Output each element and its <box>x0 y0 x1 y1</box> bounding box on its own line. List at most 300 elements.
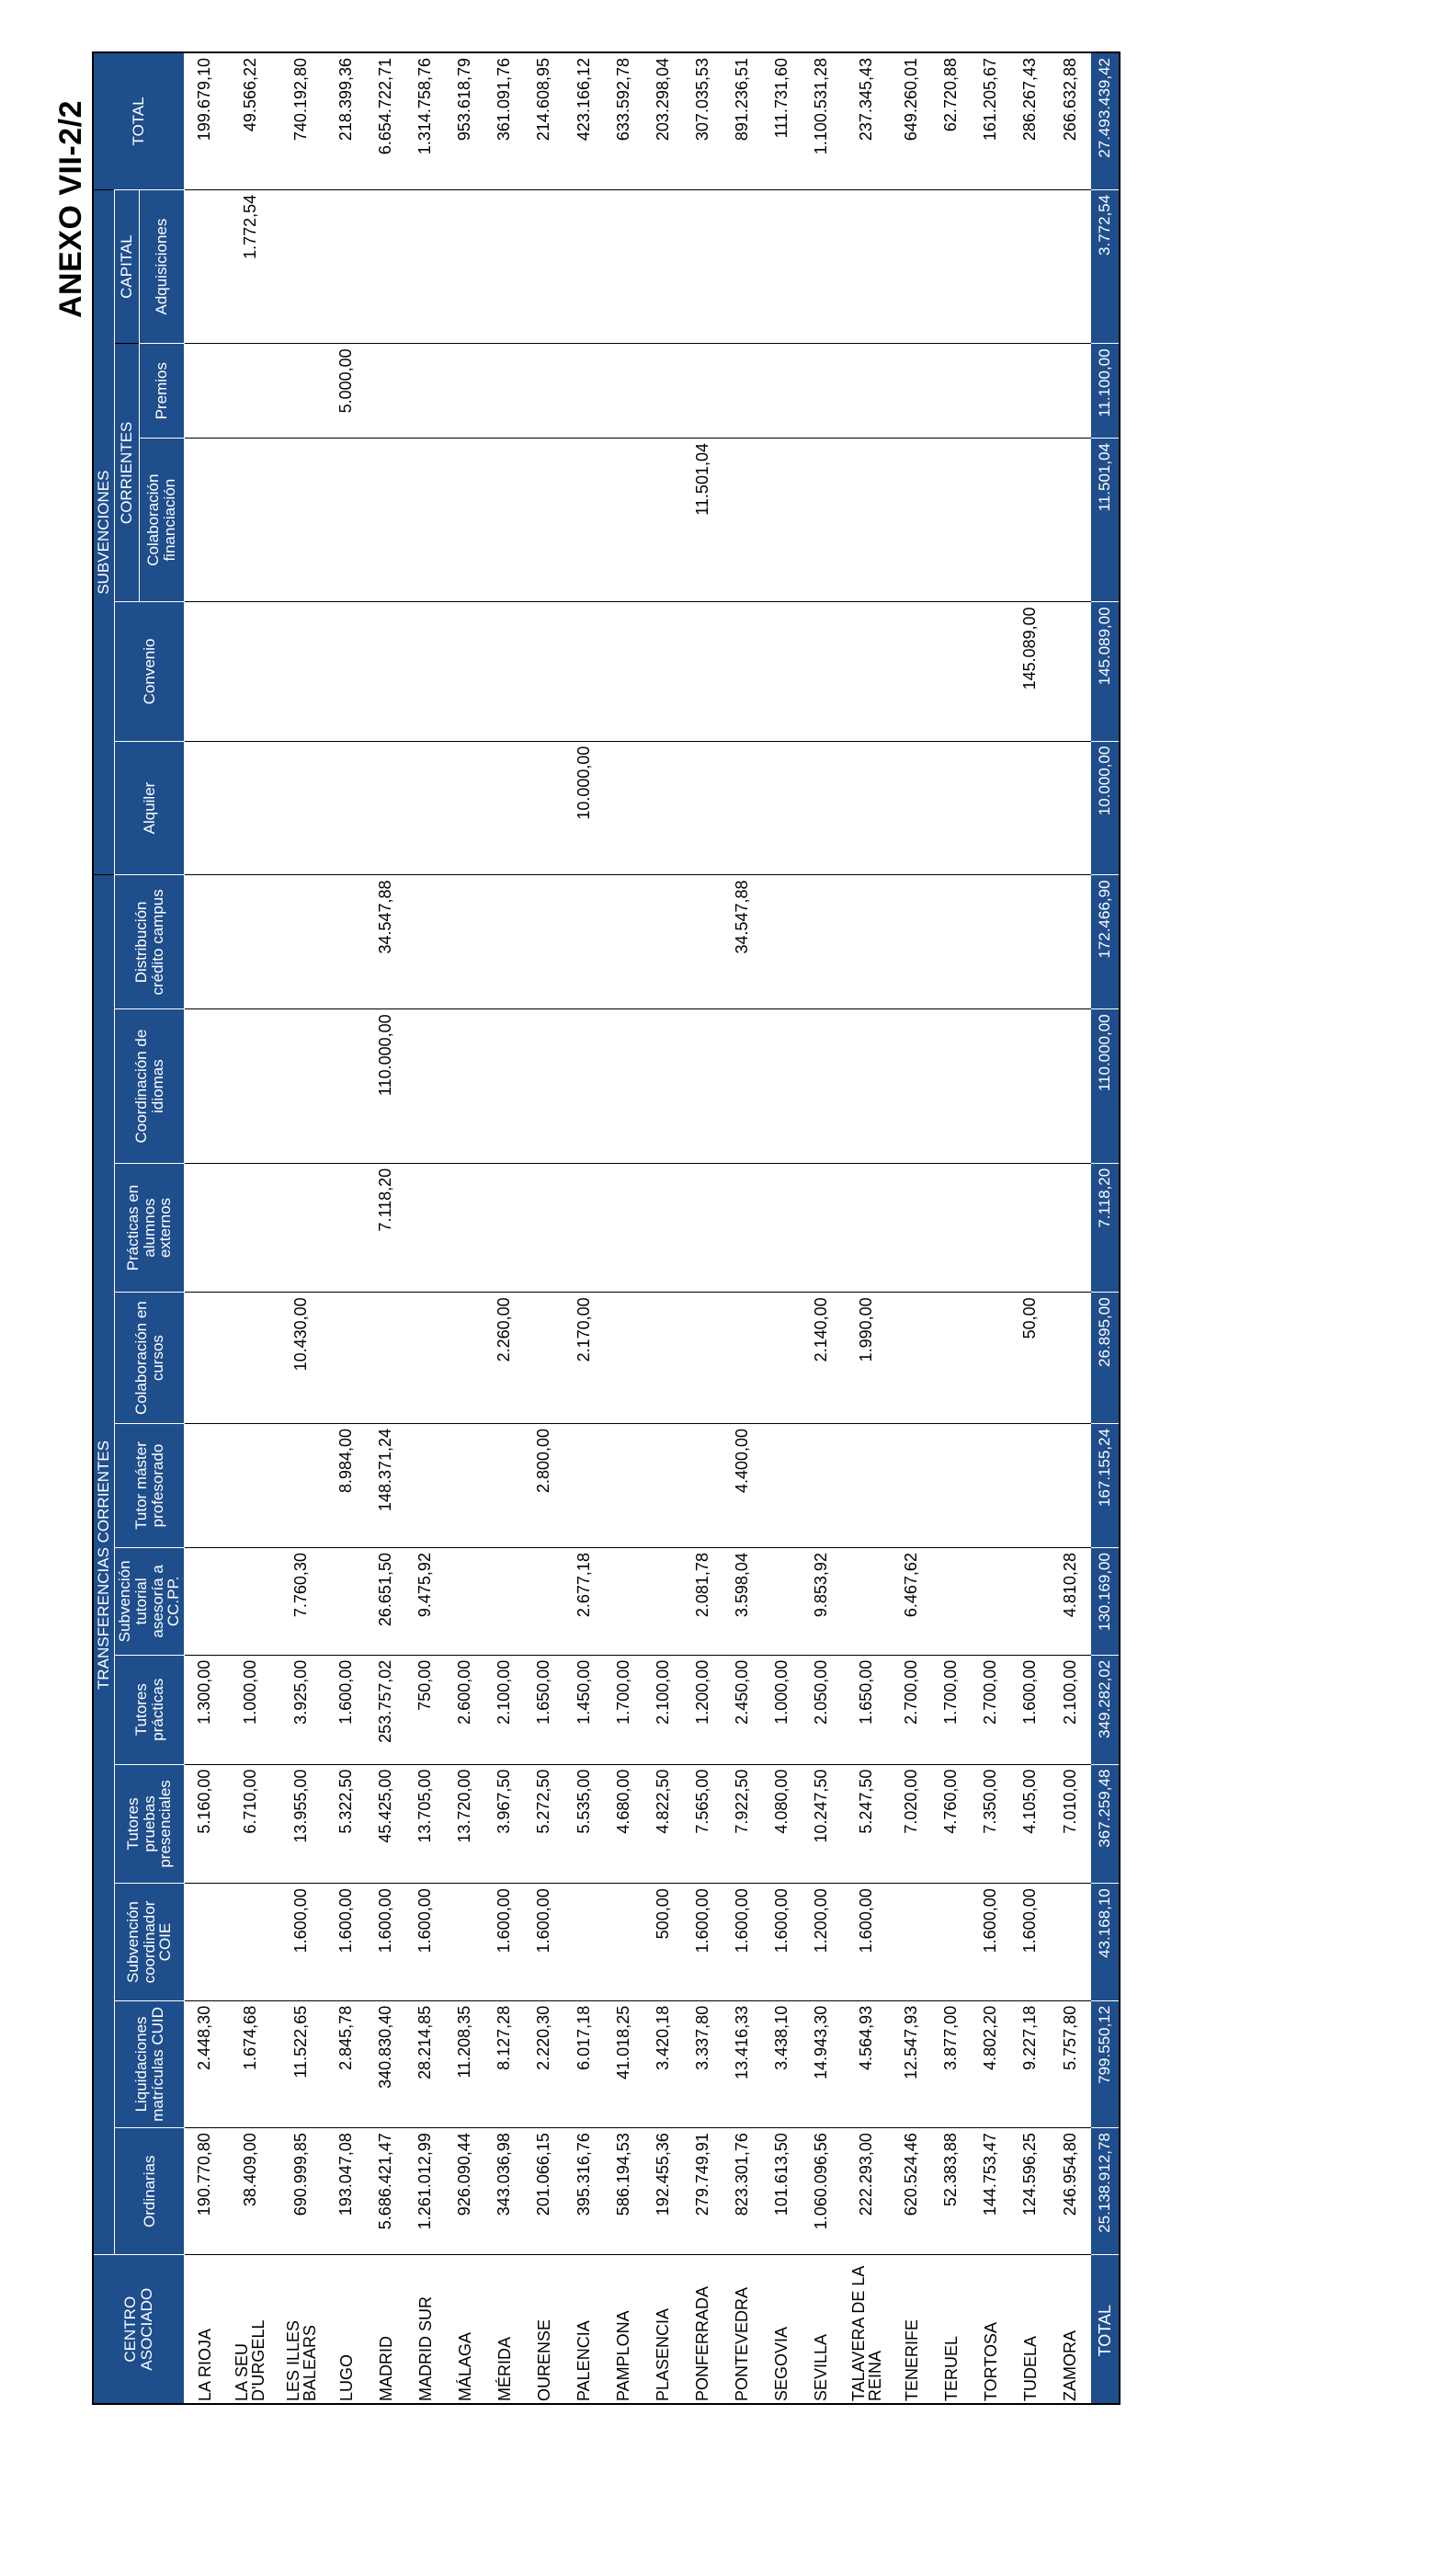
cell-value <box>484 1163 524 1292</box>
cell-value: 7.922,50 <box>722 1764 762 1884</box>
cell-value <box>564 344 604 439</box>
header-liquidaciones: Liquidaciones matrículas CUID <box>114 2000 184 2127</box>
cell-value <box>892 602 931 741</box>
cell-value <box>1050 875 1090 1009</box>
centro-name: TENERIFE <box>892 2255 931 2404</box>
cell-value <box>326 602 366 741</box>
cell-value: 2.081,78 <box>683 1548 722 1656</box>
cell-value: 2.800,00 <box>524 1423 563 1547</box>
cell-value: 13.416,33 <box>722 2000 762 2127</box>
table-body <box>185 52 1091 2404</box>
cell-value <box>841 1163 892 1292</box>
cell-value <box>971 875 1010 1009</box>
header-transferencias: TRANSFERENCIAS CORRIENTES <box>93 875 114 2255</box>
cell-value: 50,00 <box>1010 1293 1050 1424</box>
total-cell: 349.282,02 <box>1090 1655 1120 1764</box>
cell-value <box>326 1163 366 1292</box>
cell-value: 3.598,04 <box>722 1548 762 1656</box>
row-total: 49.566,22 <box>225 52 276 189</box>
table-row <box>1050 52 1090 2404</box>
cell-value <box>841 1009 892 1164</box>
cell-value <box>643 875 683 1009</box>
cell-value <box>1050 741 1090 875</box>
table-row <box>683 52 722 2404</box>
cell-value <box>643 1423 683 1547</box>
cell-value <box>185 439 225 602</box>
cell-value <box>722 439 762 602</box>
table-row <box>445 52 484 2404</box>
cell-value: 9.853,92 <box>802 1548 841 1656</box>
cell-value: 4.080,00 <box>762 1764 802 1884</box>
cell-value: 1.600,00 <box>276 1884 326 2001</box>
cell-value: 6.467,62 <box>892 1548 931 1656</box>
header-premios: Premios <box>140 344 185 439</box>
centro-name: TORTOSA <box>971 2255 1010 2404</box>
table-row <box>604 52 643 2404</box>
header-practicas: Tutores prácticas <box>114 1655 184 1764</box>
cell-value: 2.677,18 <box>564 1548 604 1656</box>
header-corrientes: CORRIENTES <box>114 344 139 602</box>
cell-value <box>643 1163 683 1292</box>
centro-name: PALENCIA <box>564 2255 604 2404</box>
cell-value: 750,00 <box>405 1655 445 1764</box>
cell-value <box>892 1163 931 1292</box>
cell-value <box>405 1423 445 1547</box>
total-cell: 11.501,04 <box>1090 439 1120 602</box>
cell-value <box>225 741 276 875</box>
cell-value <box>604 875 643 1009</box>
cell-value: 1.300,00 <box>185 1655 225 1764</box>
cell-value <box>841 344 892 439</box>
cell-value: 5.247,50 <box>841 1764 892 1884</box>
row-total: 286.267,43 <box>1010 52 1050 189</box>
cell-value: 26.651,50 <box>366 1548 405 1656</box>
cell-value: 7.760,30 <box>276 1548 326 1656</box>
cell-value <box>762 875 802 1009</box>
cell-value <box>643 189 683 344</box>
row-total: 237.345,43 <box>841 52 892 189</box>
cell-value <box>762 602 802 741</box>
table-row <box>722 52 762 2404</box>
total-cell: 145.089,00 <box>1090 602 1120 741</box>
cell-value <box>445 1548 484 1656</box>
cell-value <box>841 439 892 602</box>
cell-value <box>1010 1163 1050 1292</box>
cell-value <box>931 1423 971 1547</box>
cell-value: 1.600,00 <box>366 1884 405 2001</box>
header-alquiler: Alquiler <box>114 741 184 875</box>
header-row-1 <box>93 52 114 2404</box>
centro-name: PONTEVEDRA <box>722 2255 762 2404</box>
cell-value <box>405 741 445 875</box>
centro-name: MADRID <box>366 2255 405 2404</box>
cell-value <box>445 344 484 439</box>
cell-value: 500,00 <box>643 1884 683 2001</box>
centro-name: LA SEU D'URGELL <box>225 2255 276 2404</box>
cell-value <box>225 1163 276 1292</box>
cell-value: 5.322,50 <box>326 1764 366 1884</box>
table-row <box>366 52 405 2404</box>
cell-value: 7.350,00 <box>971 1764 1010 1884</box>
cell-value: 222.293,00 <box>841 2128 892 2255</box>
cell-value: 190.770,80 <box>185 2128 225 2255</box>
cell-value: 7.118,20 <box>366 1163 405 1292</box>
cell-value <box>604 1423 643 1547</box>
cell-value <box>276 189 326 344</box>
cell-value <box>185 344 225 439</box>
header-capital: CAPITAL <box>114 189 139 344</box>
cell-value <box>1050 1009 1090 1164</box>
table-row <box>841 52 892 2404</box>
cell-value <box>1050 344 1090 439</box>
cell-value: 690.999,85 <box>276 2128 326 2255</box>
cell-value: 2.170,00 <box>564 1293 604 1424</box>
row-total: 953.618,79 <box>445 52 484 189</box>
cell-value <box>564 1009 604 1164</box>
cell-value <box>762 1293 802 1424</box>
total-cell: 130.169,00 <box>1090 1548 1120 1656</box>
cell-value: 14.943,30 <box>802 2000 841 2127</box>
table-row <box>802 52 841 2404</box>
cell-value <box>643 1009 683 1164</box>
cell-value <box>366 1293 405 1424</box>
cell-value <box>802 875 841 1009</box>
cell-value: 148.371,24 <box>366 1423 405 1547</box>
cell-value <box>722 1293 762 1424</box>
cell-value: 1.600,00 <box>683 1884 722 2001</box>
cell-value <box>276 344 326 439</box>
cell-value <box>1050 1884 1090 2001</box>
cell-value: 11.522,65 <box>276 2000 326 2127</box>
cell-value: 1.700,00 <box>931 1655 971 1764</box>
cell-value <box>1050 602 1090 741</box>
cell-value: 2.450,00 <box>722 1655 762 1764</box>
cell-value <box>604 602 643 741</box>
cell-value <box>185 875 225 1009</box>
cell-value: 110.000,00 <box>366 1009 405 1164</box>
cell-value <box>931 439 971 602</box>
cell-value: 5.535,00 <box>564 1764 604 1884</box>
row-total: 266.632,88 <box>1050 52 1090 189</box>
cell-value: 52.383,88 <box>931 2128 971 2255</box>
cell-value: 3.967,50 <box>484 1764 524 1884</box>
cell-value: 1.700,00 <box>604 1655 643 1764</box>
cell-value <box>1010 1423 1050 1547</box>
cell-value <box>1010 189 1050 344</box>
cell-value: 1.650,00 <box>841 1655 892 1764</box>
cell-value <box>445 602 484 741</box>
cell-value <box>722 189 762 344</box>
cell-value <box>683 1009 722 1164</box>
cell-value: 1.060.096,56 <box>802 2128 841 2255</box>
table-row <box>971 52 1010 2404</box>
cell-value: 279.749,91 <box>683 2128 722 2255</box>
cell-value <box>276 602 326 741</box>
cell-value <box>225 1293 276 1424</box>
cell-value: 13.955,00 <box>276 1764 326 1884</box>
cell-value <box>1050 189 1090 344</box>
table-row <box>931 52 971 2404</box>
table-row <box>185 52 225 2404</box>
cell-value: 823.301,76 <box>722 2128 762 2255</box>
cell-value <box>683 189 722 344</box>
centro-name: SEVILLA <box>802 2255 841 2404</box>
cell-value: 34.547,88 <box>366 875 405 1009</box>
cell-value <box>971 1423 1010 1547</box>
cell-value: 395.316,76 <box>564 2128 604 2255</box>
cell-value <box>405 875 445 1009</box>
row-total: 218.399,36 <box>326 52 366 189</box>
cell-value <box>762 439 802 602</box>
cell-value: 7.010,00 <box>1050 1764 1090 1884</box>
row-total: 62.720,88 <box>931 52 971 189</box>
cell-value <box>892 741 931 875</box>
cell-value <box>484 189 524 344</box>
row-total: 6.654.722,71 <box>366 52 405 189</box>
cell-value <box>185 1884 225 2001</box>
header-ordinarias: Ordinarias <box>114 2128 184 2255</box>
cell-value <box>225 1423 276 1547</box>
cell-value: 10.000,00 <box>564 741 604 875</box>
header-asesoria: Subvención tutorial asesoría a CC.PP. <box>114 1548 184 1656</box>
cell-value <box>841 189 892 344</box>
row-total: 1.100.531,28 <box>802 52 841 189</box>
cell-value: 1.000,00 <box>225 1655 276 1764</box>
cell-value <box>971 1548 1010 1656</box>
cell-value <box>1010 439 1050 602</box>
cell-value <box>683 344 722 439</box>
centro-name: MÉRIDA <box>484 2255 524 2404</box>
centro-name: OURENSE <box>524 2255 563 2404</box>
cell-value: 13.720,00 <box>445 1764 484 1884</box>
cell-value <box>643 344 683 439</box>
cell-value: 340.830,40 <box>366 2000 405 2127</box>
cell-value <box>1010 875 1050 1009</box>
cell-value: 1.600,00 <box>722 1884 762 2001</box>
cell-value <box>802 344 841 439</box>
cell-value <box>326 875 366 1009</box>
cell-value <box>564 1163 604 1292</box>
cell-value: 11.208,35 <box>445 2000 484 2127</box>
total-cell: 172.466,90 <box>1090 875 1120 1009</box>
cell-value: 253.757,02 <box>366 1655 405 1764</box>
cell-value <box>524 1009 563 1164</box>
cell-value <box>802 602 841 741</box>
total-cell: 167.155,24 <box>1090 1423 1120 1547</box>
cell-value <box>524 875 563 1009</box>
cell-value <box>931 741 971 875</box>
header-adquisiciones: Adquisiciones <box>140 189 185 344</box>
cell-value <box>683 1293 722 1424</box>
row-total: 633.592,78 <box>604 52 643 189</box>
total-cell: 799.550,12 <box>1090 2000 1120 2127</box>
total-cell: 7.118,20 <box>1090 1163 1120 1292</box>
header-campus: Distribución crédito campus <box>114 875 184 1009</box>
cell-value: 1.600,00 <box>762 1884 802 2001</box>
cell-value: 3.925,00 <box>276 1655 326 1764</box>
cell-value <box>892 875 931 1009</box>
cell-value <box>405 1293 445 1424</box>
cell-value: 3.438,10 <box>762 2000 802 2127</box>
cell-value: 34.547,88 <box>722 875 762 1009</box>
cell-value <box>1050 1163 1090 1292</box>
cell-value <box>971 602 1010 741</box>
cell-value <box>722 741 762 875</box>
cell-value <box>185 1548 225 1656</box>
header-total: TOTAL <box>93 52 185 189</box>
cell-value <box>604 344 643 439</box>
cell-value <box>931 1009 971 1164</box>
cell-value: 6.710,00 <box>225 1764 276 1884</box>
row-total: 1.314.758,76 <box>405 52 445 189</box>
table-row <box>484 52 524 2404</box>
total-cell: 3.772,54 <box>1090 189 1120 344</box>
cell-value <box>564 602 604 741</box>
cell-value <box>445 1163 484 1292</box>
cell-value: 5.000,00 <box>326 344 366 439</box>
cell-value <box>841 602 892 741</box>
cell-value <box>225 602 276 741</box>
cell-value: 4.822,50 <box>643 1764 683 1884</box>
cell-value: 7.020,00 <box>892 1764 931 1884</box>
cell-value <box>802 741 841 875</box>
cell-value <box>564 439 604 602</box>
cell-value: 1.600,00 <box>1010 1655 1050 1764</box>
cell-value <box>604 189 643 344</box>
cell-value <box>445 741 484 875</box>
cell-value <box>683 875 722 1009</box>
cell-value <box>326 189 366 344</box>
centro-name: LES ILLES BALEARS <box>276 2255 326 2404</box>
centro-name: LUGO <box>326 2255 366 2404</box>
cell-value <box>484 1009 524 1164</box>
table-row <box>762 52 802 2404</box>
cell-value <box>971 189 1010 344</box>
cell-value: 1.600,00 <box>326 1884 366 2001</box>
cell-value: 5.757,80 <box>1050 2000 1090 2127</box>
cell-value <box>892 439 931 602</box>
cell-value: 9.475,92 <box>405 1548 445 1656</box>
totals-row <box>1090 52 1120 2404</box>
cell-value <box>762 1009 802 1164</box>
cell-value: 5.686.421,47 <box>366 2128 405 2255</box>
cell-value <box>524 189 563 344</box>
row-total: 423.166,12 <box>564 52 604 189</box>
cell-value: 10.247,50 <box>802 1764 841 1884</box>
centro-name: PONFERRADA <box>683 2255 722 2404</box>
cell-value: 5.160,00 <box>185 1764 225 1884</box>
cell-value: 1.650,00 <box>524 1655 563 1764</box>
cell-value <box>484 344 524 439</box>
cell-value <box>185 1009 225 1164</box>
cell-value <box>185 1293 225 1424</box>
subsidies-table <box>92 51 1120 2405</box>
table-row <box>564 52 604 2404</box>
cell-value <box>484 1548 524 1656</box>
cell-value <box>445 1423 484 1547</box>
row-total: 891.236,51 <box>722 52 762 189</box>
cell-value: 201.066,15 <box>524 2128 563 2255</box>
cell-value <box>604 1293 643 1424</box>
cell-value <box>802 189 841 344</box>
cell-value <box>276 1009 326 1164</box>
table-row <box>643 52 683 2404</box>
cell-value: 10.430,00 <box>276 1293 326 1424</box>
cell-value <box>762 1163 802 1292</box>
cell-value: 4.400,00 <box>722 1423 762 1547</box>
cell-value: 3.877,00 <box>931 2000 971 2127</box>
cell-value: 246.954,80 <box>1050 2128 1090 2255</box>
header-cursos: Colaboración en cursos <box>114 1293 184 1424</box>
cell-value <box>524 439 563 602</box>
row-total: 214.608,95 <box>524 52 563 189</box>
cell-value <box>722 344 762 439</box>
cell-value <box>366 439 405 602</box>
grand-total: 27.493.439,42 <box>1090 52 1120 189</box>
total-cell: 25.138.912,78 <box>1090 2128 1120 2255</box>
cell-value <box>524 1548 563 1656</box>
annex-title: ANEXO VII-2/2 <box>53 99 88 318</box>
cell-value: 12.547,93 <box>892 2000 931 2127</box>
row-total: 649.260,01 <box>892 52 931 189</box>
cell-value <box>762 1423 802 1547</box>
header-coie: Subvención coordinador COIE <box>114 1884 184 2001</box>
centro-name: SEGOVIA <box>762 2255 802 2404</box>
table-row <box>524 52 563 2404</box>
cell-value: 2.100,00 <box>643 1655 683 1764</box>
cell-value <box>366 344 405 439</box>
cell-value: 4.680,00 <box>604 1764 643 1884</box>
cell-value: 1.200,00 <box>683 1655 722 1764</box>
cell-value <box>931 1884 971 2001</box>
cell-value: 4.105,00 <box>1010 1764 1050 1884</box>
cell-value <box>762 344 802 439</box>
cell-value <box>971 1163 1010 1292</box>
cell-value <box>604 1163 643 1292</box>
cell-value: 8.984,00 <box>326 1423 366 1547</box>
row-total: 161.205,67 <box>971 52 1010 189</box>
cell-value: 5.272,50 <box>524 1764 563 1884</box>
cell-value <box>185 1423 225 1547</box>
cell-value: 2.845,78 <box>326 2000 366 2127</box>
cell-value <box>564 1423 604 1547</box>
cell-value <box>524 1163 563 1292</box>
cell-value <box>276 1423 326 1547</box>
cell-value <box>405 1163 445 1292</box>
cell-value: 4.802,20 <box>971 2000 1010 2127</box>
cell-value <box>931 189 971 344</box>
cell-value <box>892 189 931 344</box>
cell-value <box>405 602 445 741</box>
cell-value: 144.753,47 <box>971 2128 1010 2255</box>
cell-value <box>524 602 563 741</box>
cell-value <box>484 1423 524 1547</box>
cell-value <box>802 1163 841 1292</box>
cell-value <box>326 741 366 875</box>
total-cell: 110.000,00 <box>1090 1009 1120 1164</box>
cell-value <box>185 741 225 875</box>
cell-value: 1.600,00 <box>971 1884 1010 2001</box>
centro-name: PLASENCIA <box>643 2255 683 2404</box>
cell-value <box>1010 1548 1050 1656</box>
cell-value <box>971 344 1010 439</box>
cell-value <box>225 439 276 602</box>
cell-value <box>225 344 276 439</box>
cell-value <box>892 1423 931 1547</box>
cell-value <box>185 189 225 344</box>
cell-value <box>1050 1423 1090 1547</box>
cell-value: 2.448,30 <box>185 2000 225 2127</box>
